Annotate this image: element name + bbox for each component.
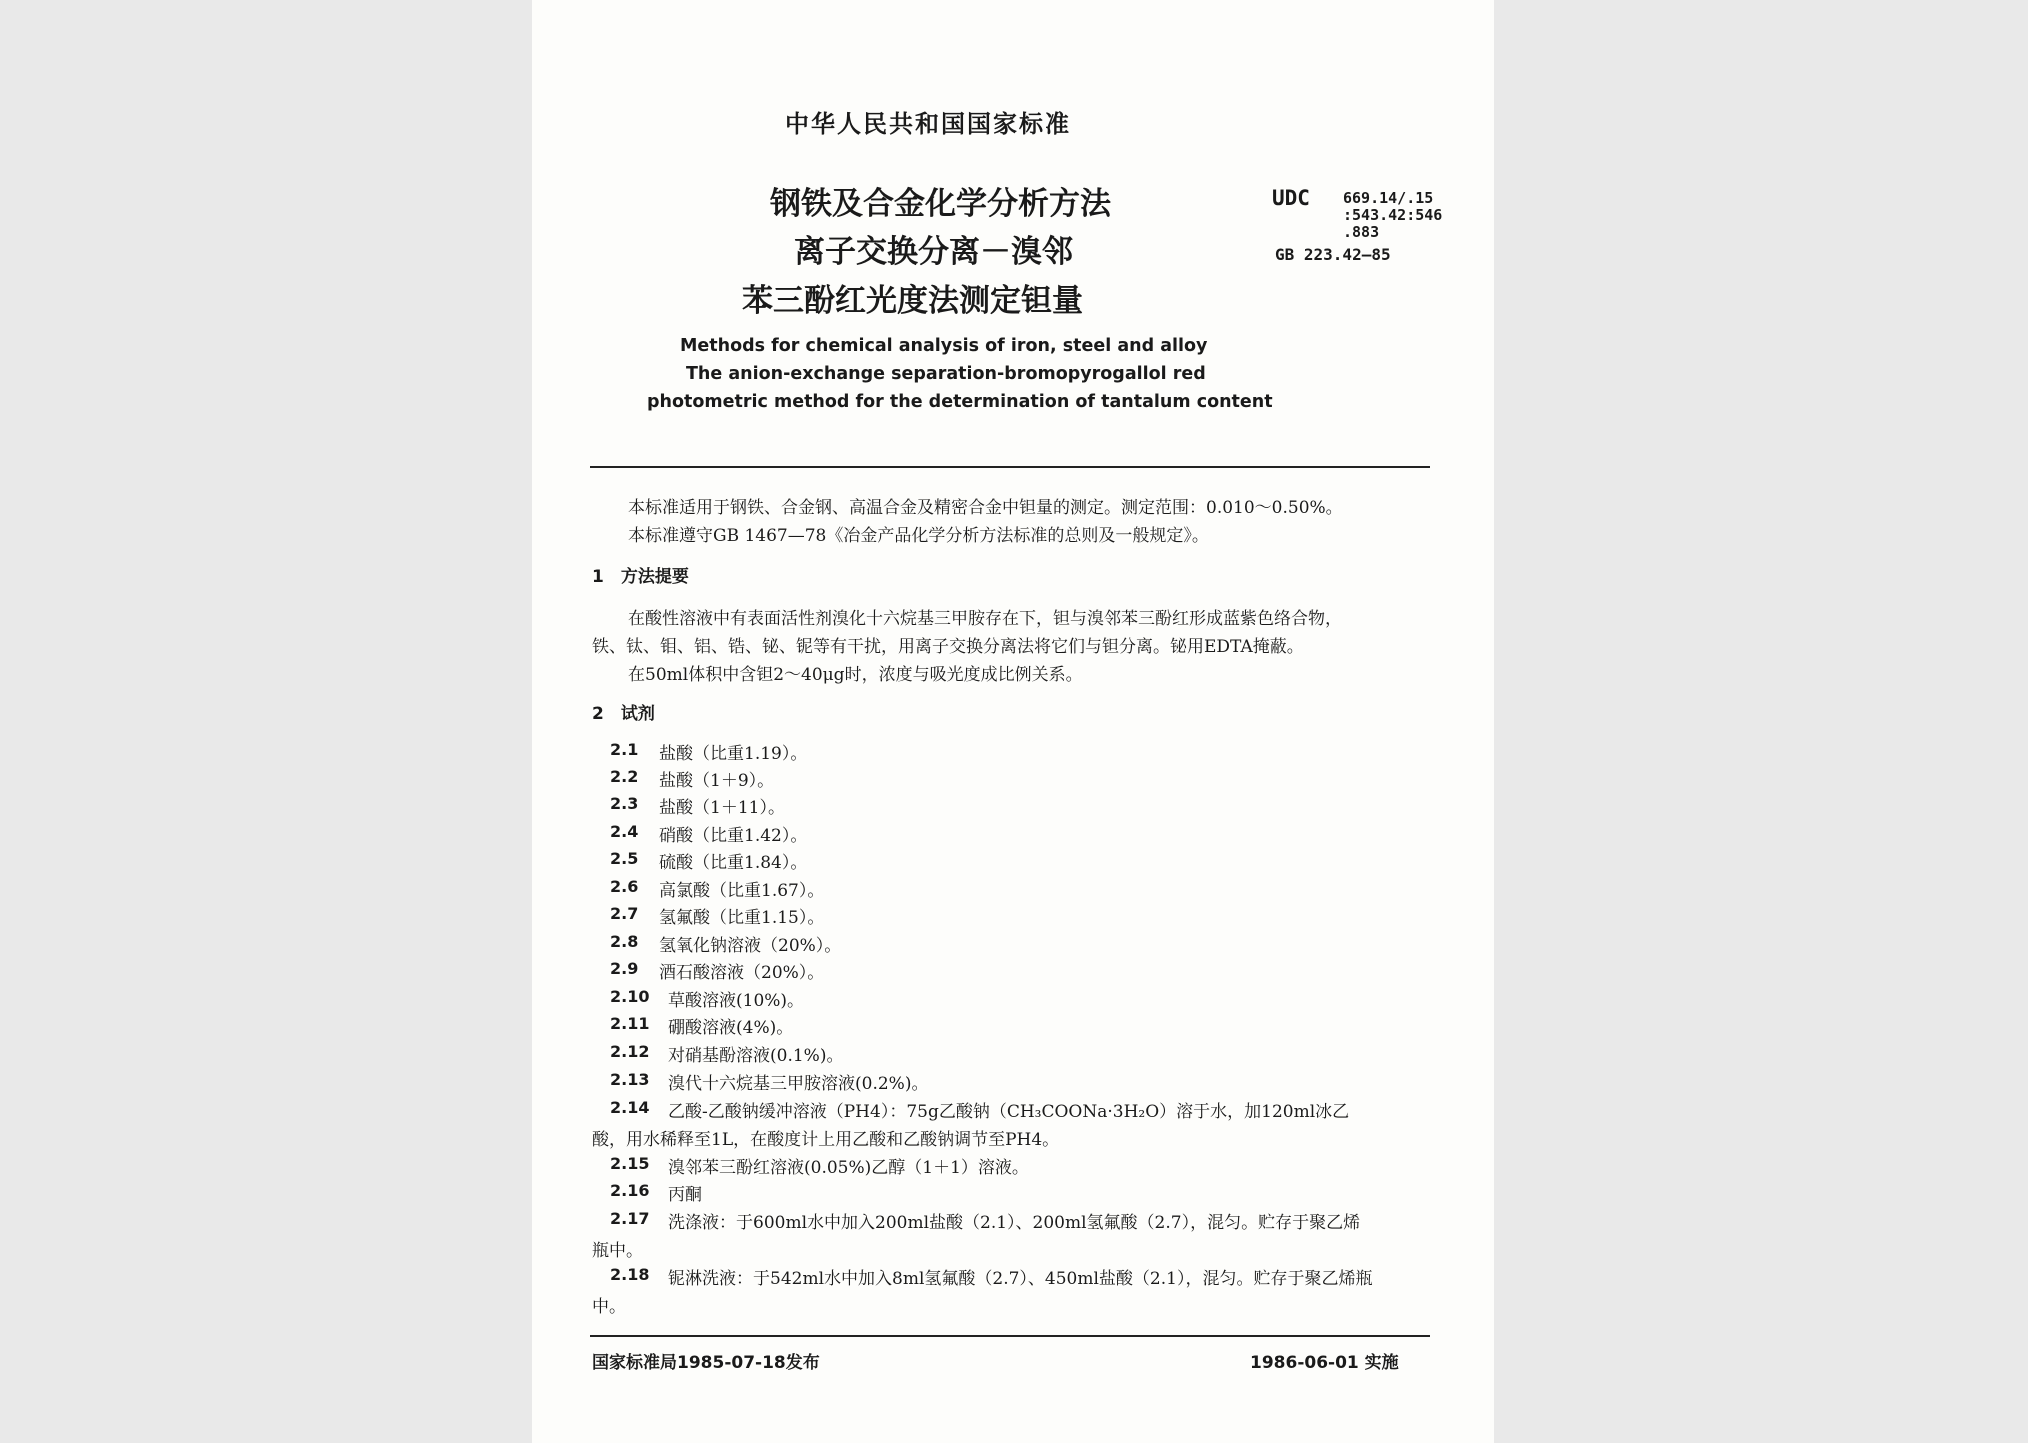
intro-line-1: 本标准适用于钢铁、合金钢、高温合金及精密合金中钽量的测定。测定范围：0.010～0.50%。 — [628, 498, 1343, 518]
reagent-text-continued: 中。 — [592, 1297, 626, 1317]
reagent-number: 2.18 — [610, 1265, 650, 1284]
reagent-text: 洗涤液：于600ml水中加入200ml盐酸（2.1）、200ml氢氟酸（2.7），混匀。贮存于聚乙烯 — [668, 1213, 1361, 1233]
reagent-text: 硫酸（比重1.84）。 — [659, 853, 808, 873]
reagent-number: 2.15 — [610, 1154, 650, 1173]
reagent-text: 盐酸（比重1.19）。 — [659, 744, 808, 764]
reagent-number: 2.14 — [610, 1098, 650, 1117]
section-1-line-2: 铁、钛、钼、铝、锆、铋、铌等有干扰，用离子交换分离法将它们与钽分离。铋用EDTA掩蔽。 — [592, 637, 1304, 657]
reagent-number: 2.12 — [610, 1042, 650, 1061]
effective-date: 1986-06-01 实施 — [1250, 1353, 1399, 1373]
reagent-number: 2.9 — [610, 959, 639, 978]
udc-value-3: .883 — [1343, 223, 1380, 241]
reagent-text: 盐酸（1＋9）。 — [659, 771, 775, 791]
reagent-text: 溴邻苯三酚红溶液(0.05%)乙醇（1＋1）溶液。 — [668, 1158, 1029, 1178]
title-en-line-2: The anion-exchange separation-bromopyrogallol red — [686, 364, 1206, 384]
reagent-number: 2.1 — [610, 740, 639, 759]
reagent-number: 2.4 — [610, 822, 639, 841]
reagent-number: 2.13 — [610, 1070, 650, 1089]
reagent-number: 2.7 — [610, 904, 639, 923]
issued-date: 国家标准局1985-07-18发布 — [592, 1353, 820, 1373]
reagent-text: 氢氟酸（比重1.15）。 — [659, 908, 825, 928]
section-1-line-1: 在酸性溶液中有表面活性剂溴化十六烷基三甲胺存在下，钽与溴邻苯三酚红形成蓝紫色络合物， — [628, 609, 1342, 629]
udc-label: UDC — [1272, 186, 1310, 210]
reagent-number: 2.5 — [610, 849, 639, 868]
reagent-text: 酒石酸溶液（20%）。 — [659, 963, 825, 983]
reagent-text: 乙酸-乙酸钠缓冲溶液（PH4）：75g乙酸钠（CH₃COONa·3H₂O）溶于水，加120ml冰乙 — [668, 1102, 1350, 1122]
title-zh-line-1: 钢铁及合金化学分析方法 — [770, 186, 1111, 222]
section-1-heading: 1 方法提要 — [592, 567, 689, 587]
reagent-number: 2.10 — [610, 987, 650, 1006]
reagent-text: 铌淋洗液：于542ml水中加入8ml氢氟酸（2.7）、450ml盐酸（2.1），混匀。贮存于聚乙烯瓶 — [668, 1269, 1373, 1289]
reagent-number: 2.16 — [610, 1181, 650, 1200]
reagent-text: 溴代十六烷基三甲胺溶液(0.2%)。 — [668, 1074, 929, 1094]
reagent-text-continued: 酸，用水稀释至1L，在酸度计上用乙酸和乙酸钠调节至PH4。 — [592, 1130, 1060, 1150]
udc-values — [1343, 190, 1442, 241]
header-divider — [590, 466, 1430, 468]
reagent-number: 2.8 — [610, 932, 639, 951]
reagent-number: 2.2 — [610, 767, 639, 786]
reagent-text: 草酸溶液(10%)。 — [668, 991, 805, 1011]
title-en-line-3: photometric method for the determination of tantalum content — [647, 392, 1273, 412]
reagent-number: 2.3 — [610, 794, 639, 813]
reagent-text: 硼酸溶液(4%)。 — [668, 1018, 794, 1038]
udc-value-1: 669.14/.15 — [1343, 189, 1434, 207]
reagent-text-continued: 瓶中。 — [592, 1241, 643, 1261]
reagent-text: 对硝基酚溶液(0.1%)。 — [668, 1046, 844, 1066]
reagent-number: 2.11 — [610, 1014, 650, 1033]
national-standard-heading: 中华人民共和国国家标准 — [785, 110, 1071, 138]
udc-value-2: :543.42:546 — [1343, 206, 1443, 224]
document-page — [532, 0, 1494, 1443]
section-1-line-3: 在50ml体积中含钽2～40μg时，浓度与吸光度成比例关系。 — [628, 665, 1083, 685]
title-zh-line-3: 苯三酚红光度法测定钽量 — [742, 283, 1083, 319]
gb-number: GB 223.42—85 — [1275, 245, 1391, 264]
reagent-number: 2.6 — [610, 877, 639, 896]
reagent-text: 盐酸（1＋11）。 — [659, 798, 785, 818]
title-zh-line-2: 离子交换分离－溴邻 — [794, 234, 1073, 270]
section-2-heading: 2 试剂 — [592, 704, 655, 724]
reagent-text: 氢氧化钠溶液（20%）。 — [659, 936, 842, 956]
title-en-line-1: Methods for chemical analysis of iron, steel and alloy — [680, 336, 1208, 356]
footer-divider — [590, 1335, 1430, 1337]
reagent-number: 2.17 — [610, 1209, 650, 1228]
reagent-text: 硝酸（比重1.42）。 — [659, 826, 808, 846]
reagent-text: 丙酮 — [668, 1185, 702, 1205]
reagent-text: 高氯酸（比重1.67）。 — [659, 881, 825, 901]
intro-line-2: 本标准遵守GB 1467—78《冶金产品化学分析方法标准的总则及一般规定》。 — [628, 526, 1209, 546]
